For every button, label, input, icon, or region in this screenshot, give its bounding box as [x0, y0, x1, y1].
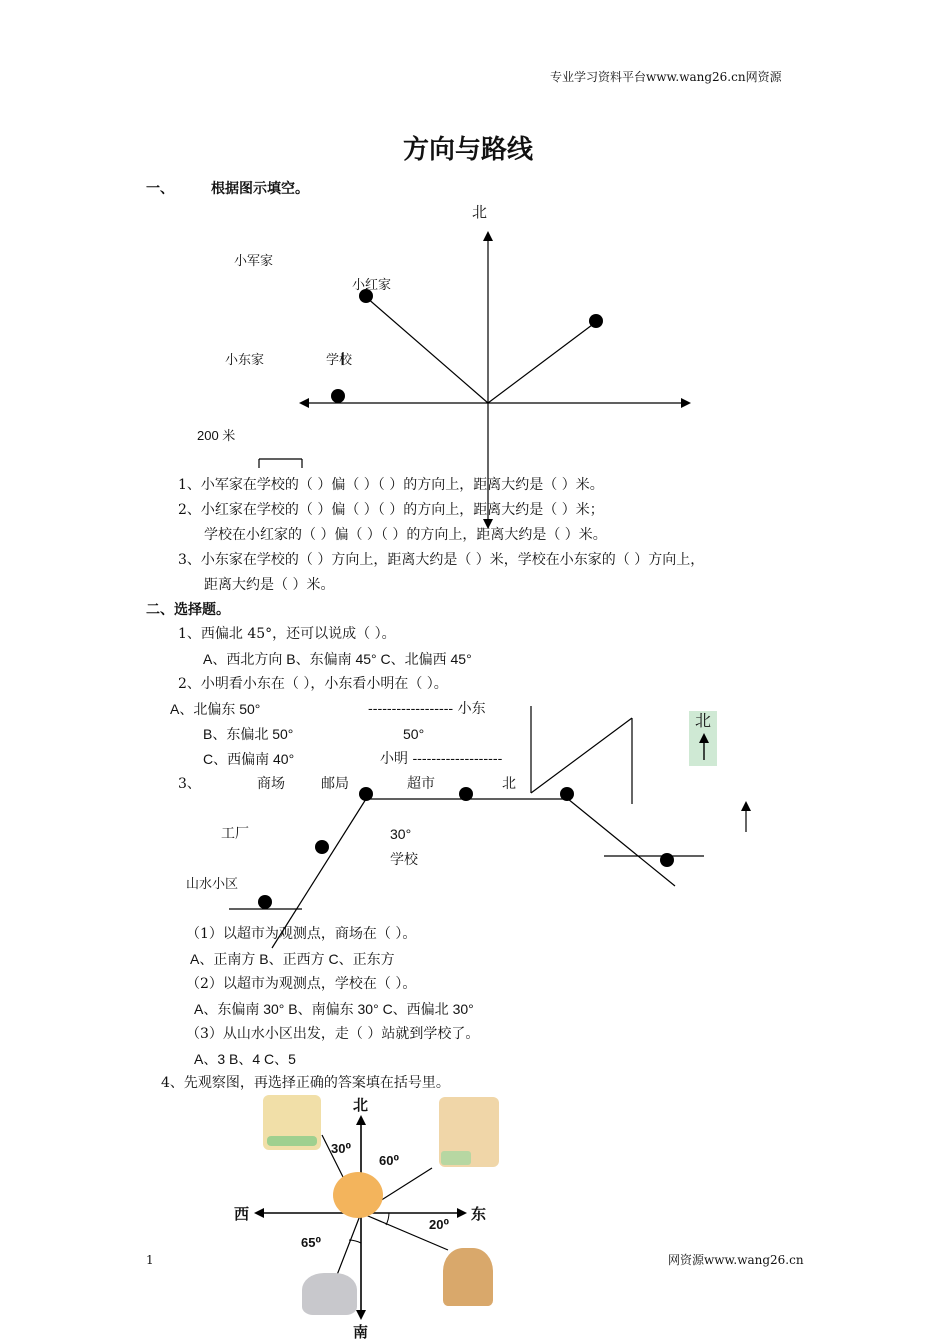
- q4-north-label: 北: [353, 1096, 369, 1114]
- s1-q2a: 2、小红家在学校的（ ）偏（ ）（ ）的方向上，距离大约是（ ）米；: [178, 502, 604, 518]
- kangaroo-picture: [443, 1248, 493, 1306]
- diagram1-dot-xiaodong: [331, 389, 345, 403]
- s2-q3-3: （3）从山水小区出发，走（ ）站就到学校了。: [186, 1026, 480, 1042]
- q4-angle-20: 20⁰: [429, 1217, 450, 1232]
- q4-south-label: 南: [353, 1323, 369, 1341]
- diagram1-line-xiaojun: [366, 297, 488, 403]
- page-header: 专业学习资料平台www.wang26.cn网资源: [550, 70, 782, 84]
- diagram1-dot-xiaohong: [589, 314, 603, 328]
- section2-heading: 二、选择题。: [146, 602, 230, 618]
- map-label-market: 超市: [407, 776, 435, 792]
- q2-diagram-xiaoming: 小明 -------------------: [380, 751, 503, 767]
- diagram1-north-label: 北: [472, 203, 488, 221]
- s2-q2-option-a: A、北偏东 50°: [170, 701, 261, 717]
- map-label-post: 邮局: [321, 776, 349, 792]
- map-label-residence: 山水小区: [186, 877, 239, 892]
- s2-q3-1: （1）以超市为观测点，商场在（ ）。: [186, 926, 417, 942]
- q2-north-sign-label: 北: [695, 711, 712, 730]
- map-dot-mall: [359, 787, 373, 801]
- diagram1-label-xiaohong: 小红家: [352, 278, 392, 293]
- diagram1-scale-bar: [259, 459, 302, 468]
- map-dot-residence: [258, 895, 272, 909]
- s2-q3-3-options: A、3 B、4 C、5: [194, 1051, 296, 1067]
- s2-q2-option-c: C、西偏南 40°: [203, 751, 295, 767]
- map-dot-post: [459, 787, 473, 801]
- map-label-factory: 工厂: [221, 826, 249, 842]
- s2-q3-2: （2）以超市为观测点，学校在（ ）。: [186, 976, 417, 992]
- map-label-angle: 30°: [390, 826, 412, 842]
- s2-q3-2-options: A、东偏南 30° B、南偏东 30° C、西偏北 30°: [194, 1001, 474, 1017]
- s2-q1-options: A、西北方向 B、东偏南 45° C、北偏西 45°: [203, 651, 472, 667]
- s1-q1: 1、小军家在学校的（ ）偏（ ）（ ）的方向上，距离大约是（ ）米。: [178, 477, 604, 493]
- s1-q2b: 学校在小红家的（ ）偏（ ）（ ）的方向上，距离大约是（ ）米。: [204, 527, 607, 543]
- q4-west-label: 西: [234, 1205, 250, 1223]
- q4-east-label: 东: [471, 1205, 487, 1223]
- q4-angle-30: 30⁰: [331, 1141, 352, 1156]
- s1-q3a: 3、小东家在学校的（ ）方向上，距离大约是（ ）米，学校在小东家的（ ）方向上，: [178, 552, 705, 568]
- map-label-north: 北: [502, 776, 516, 792]
- q4-angle-60: 60⁰: [379, 1153, 400, 1168]
- diagram1-label-xiaojun: 小军家: [234, 254, 274, 269]
- map-dot-market: [560, 787, 574, 801]
- s2-q2-option-b: B、东偏北 50°: [203, 726, 294, 742]
- map-dot-factory: [315, 840, 329, 854]
- diagram1-scale-label: 200 米: [197, 428, 236, 443]
- page-footer: 网资源www.wang26.cn: [668, 1253, 804, 1267]
- s2-q2: 2、小明看小东在（ ），小东看小明在（ ）。: [178, 676, 448, 692]
- s2-q4: 4、先观察图，再选择正确的答案填在括号里。: [161, 1075, 450, 1091]
- s1-q3b: 距离大约是（ ）米。: [204, 577, 335, 593]
- page-number: 1: [146, 1253, 154, 1267]
- diagram1-line-xiaohong: [488, 322, 596, 403]
- page-title: 方向与路线: [403, 135, 534, 165]
- s2-q3-number: 3、: [178, 776, 201, 792]
- map-label-school: 学校: [390, 852, 418, 868]
- monkey-picture: [333, 1172, 383, 1218]
- s2-q3-1-options: A、正南方 B、正西方 C、正东方: [190, 951, 395, 967]
- goat-picture: [263, 1095, 321, 1150]
- q2-diagram-xiaodong: ------------------ 小东: [368, 701, 486, 717]
- section1-number: 一、: [146, 181, 174, 197]
- map-label-mall: 商场: [257, 776, 285, 792]
- section1-heading: 根据图示填空。: [211, 181, 309, 197]
- elephant-picture: [302, 1273, 357, 1315]
- q2-diagram-angle: 50°: [403, 726, 425, 742]
- diagram1-label-school: 学校: [326, 353, 353, 368]
- map-dot-school: [660, 853, 674, 867]
- q4-angle-65: 65⁰: [301, 1235, 322, 1250]
- deer-picture: [439, 1097, 499, 1167]
- s2-q1: 1、西偏北 45°，还可以说成（ ）。: [178, 626, 396, 642]
- diagram1-label-xiaodong: 小东家: [225, 353, 265, 368]
